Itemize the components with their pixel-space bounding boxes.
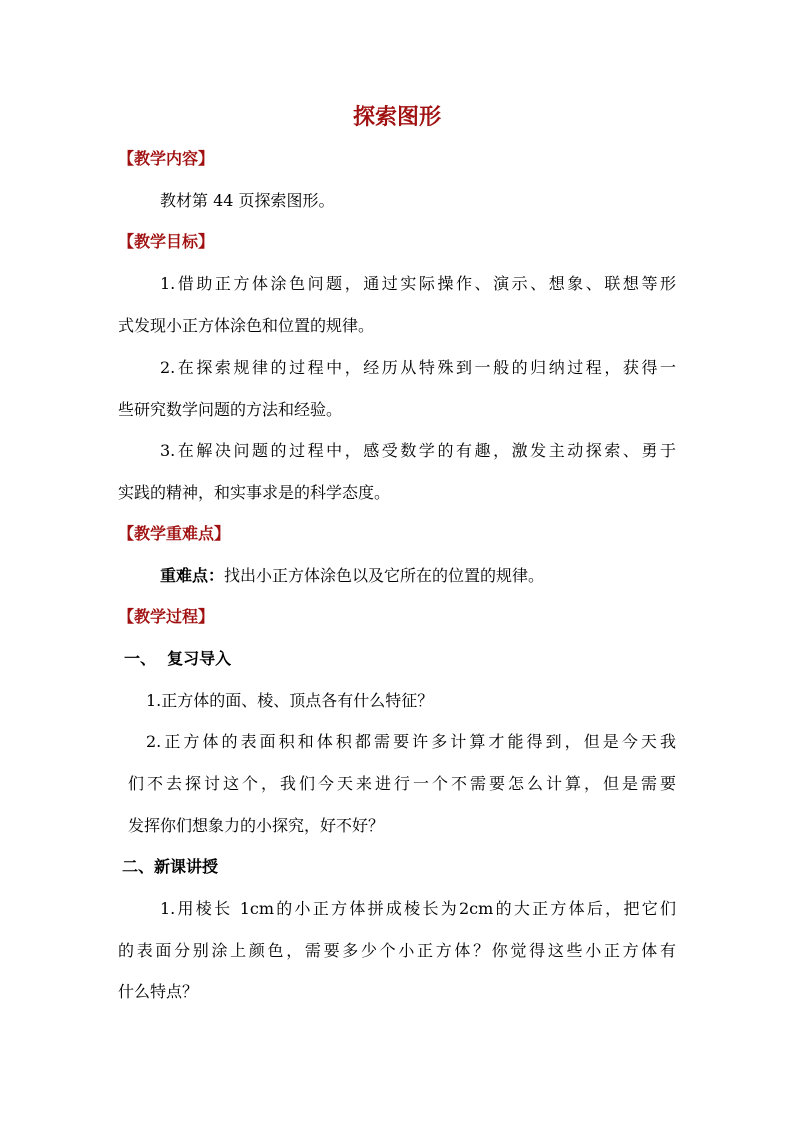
page-title: 探索图形	[352, 104, 441, 130]
part-1-question-2-line-2: 们不去探讨这个，我们今天来进行一个不需要怎么计算，但是需要	[128, 774, 676, 793]
section-heading-key-points: 【教学重难点】	[118, 524, 231, 543]
goal-3-line-1: 3.在解决问题的过程中，感受数学的有趣，激发主动探索、勇于	[160, 441, 676, 460]
goal-3-line-2: 实践的精神，和实事求是的科学态度。	[118, 483, 391, 502]
content-text: 教材第 44 页探索图形。	[160, 191, 335, 210]
section-heading-content: 【教学内容】	[118, 149, 215, 168]
part-1-question-2-line-1: 2.正方体的表面积和体积都需要许多计算才能得到，但是今天我	[146, 732, 676, 751]
part-1-question-2-line-3: 发挥你们想象力的小探究，好不好？	[128, 816, 385, 835]
section-heading-goals: 【教学目标】	[118, 232, 215, 251]
goal-2-line-1: 2.在探索规律的过程中，经历从特殊到一般的归纳过程，获得一	[160, 358, 676, 377]
section-heading-process: 【教学过程】	[118, 607, 215, 626]
part-1-question-1: 1.正方体的面、棱、顶点各有什么特征？	[146, 691, 434, 710]
key-points-text: 找出小正方体涂色以及它所在的位置的规律。	[224, 566, 545, 585]
part-2-question-1-line-3: 什么特点？	[118, 982, 199, 1001]
key-points-label: 重难点：	[160, 566, 225, 585]
goal-1-line-2: 式发现小正方体涂色和位置的规律。	[118, 316, 375, 335]
part-2-question-1-line-1: 1.用棱长 1cm的小正方体拼成棱长为2cm的大正方体后，把它们	[160, 899, 676, 918]
part-2-question-1-line-2: 的表面分别涂上颜色，需要多少个小正方体？你觉得这些小正方体有	[118, 941, 676, 960]
part-1-heading: 一、 复习导入	[124, 649, 232, 668]
goal-1-line-1: 1.借助正方体涂色问题，通过实际操作、演示、想象、联想等形	[160, 274, 676, 293]
part-2-heading: 二、新课讲授	[122, 857, 219, 876]
goal-2-line-2: 些研究数学问题的方法和经验。	[118, 400, 343, 419]
key-points-line	[160, 563, 544, 589]
